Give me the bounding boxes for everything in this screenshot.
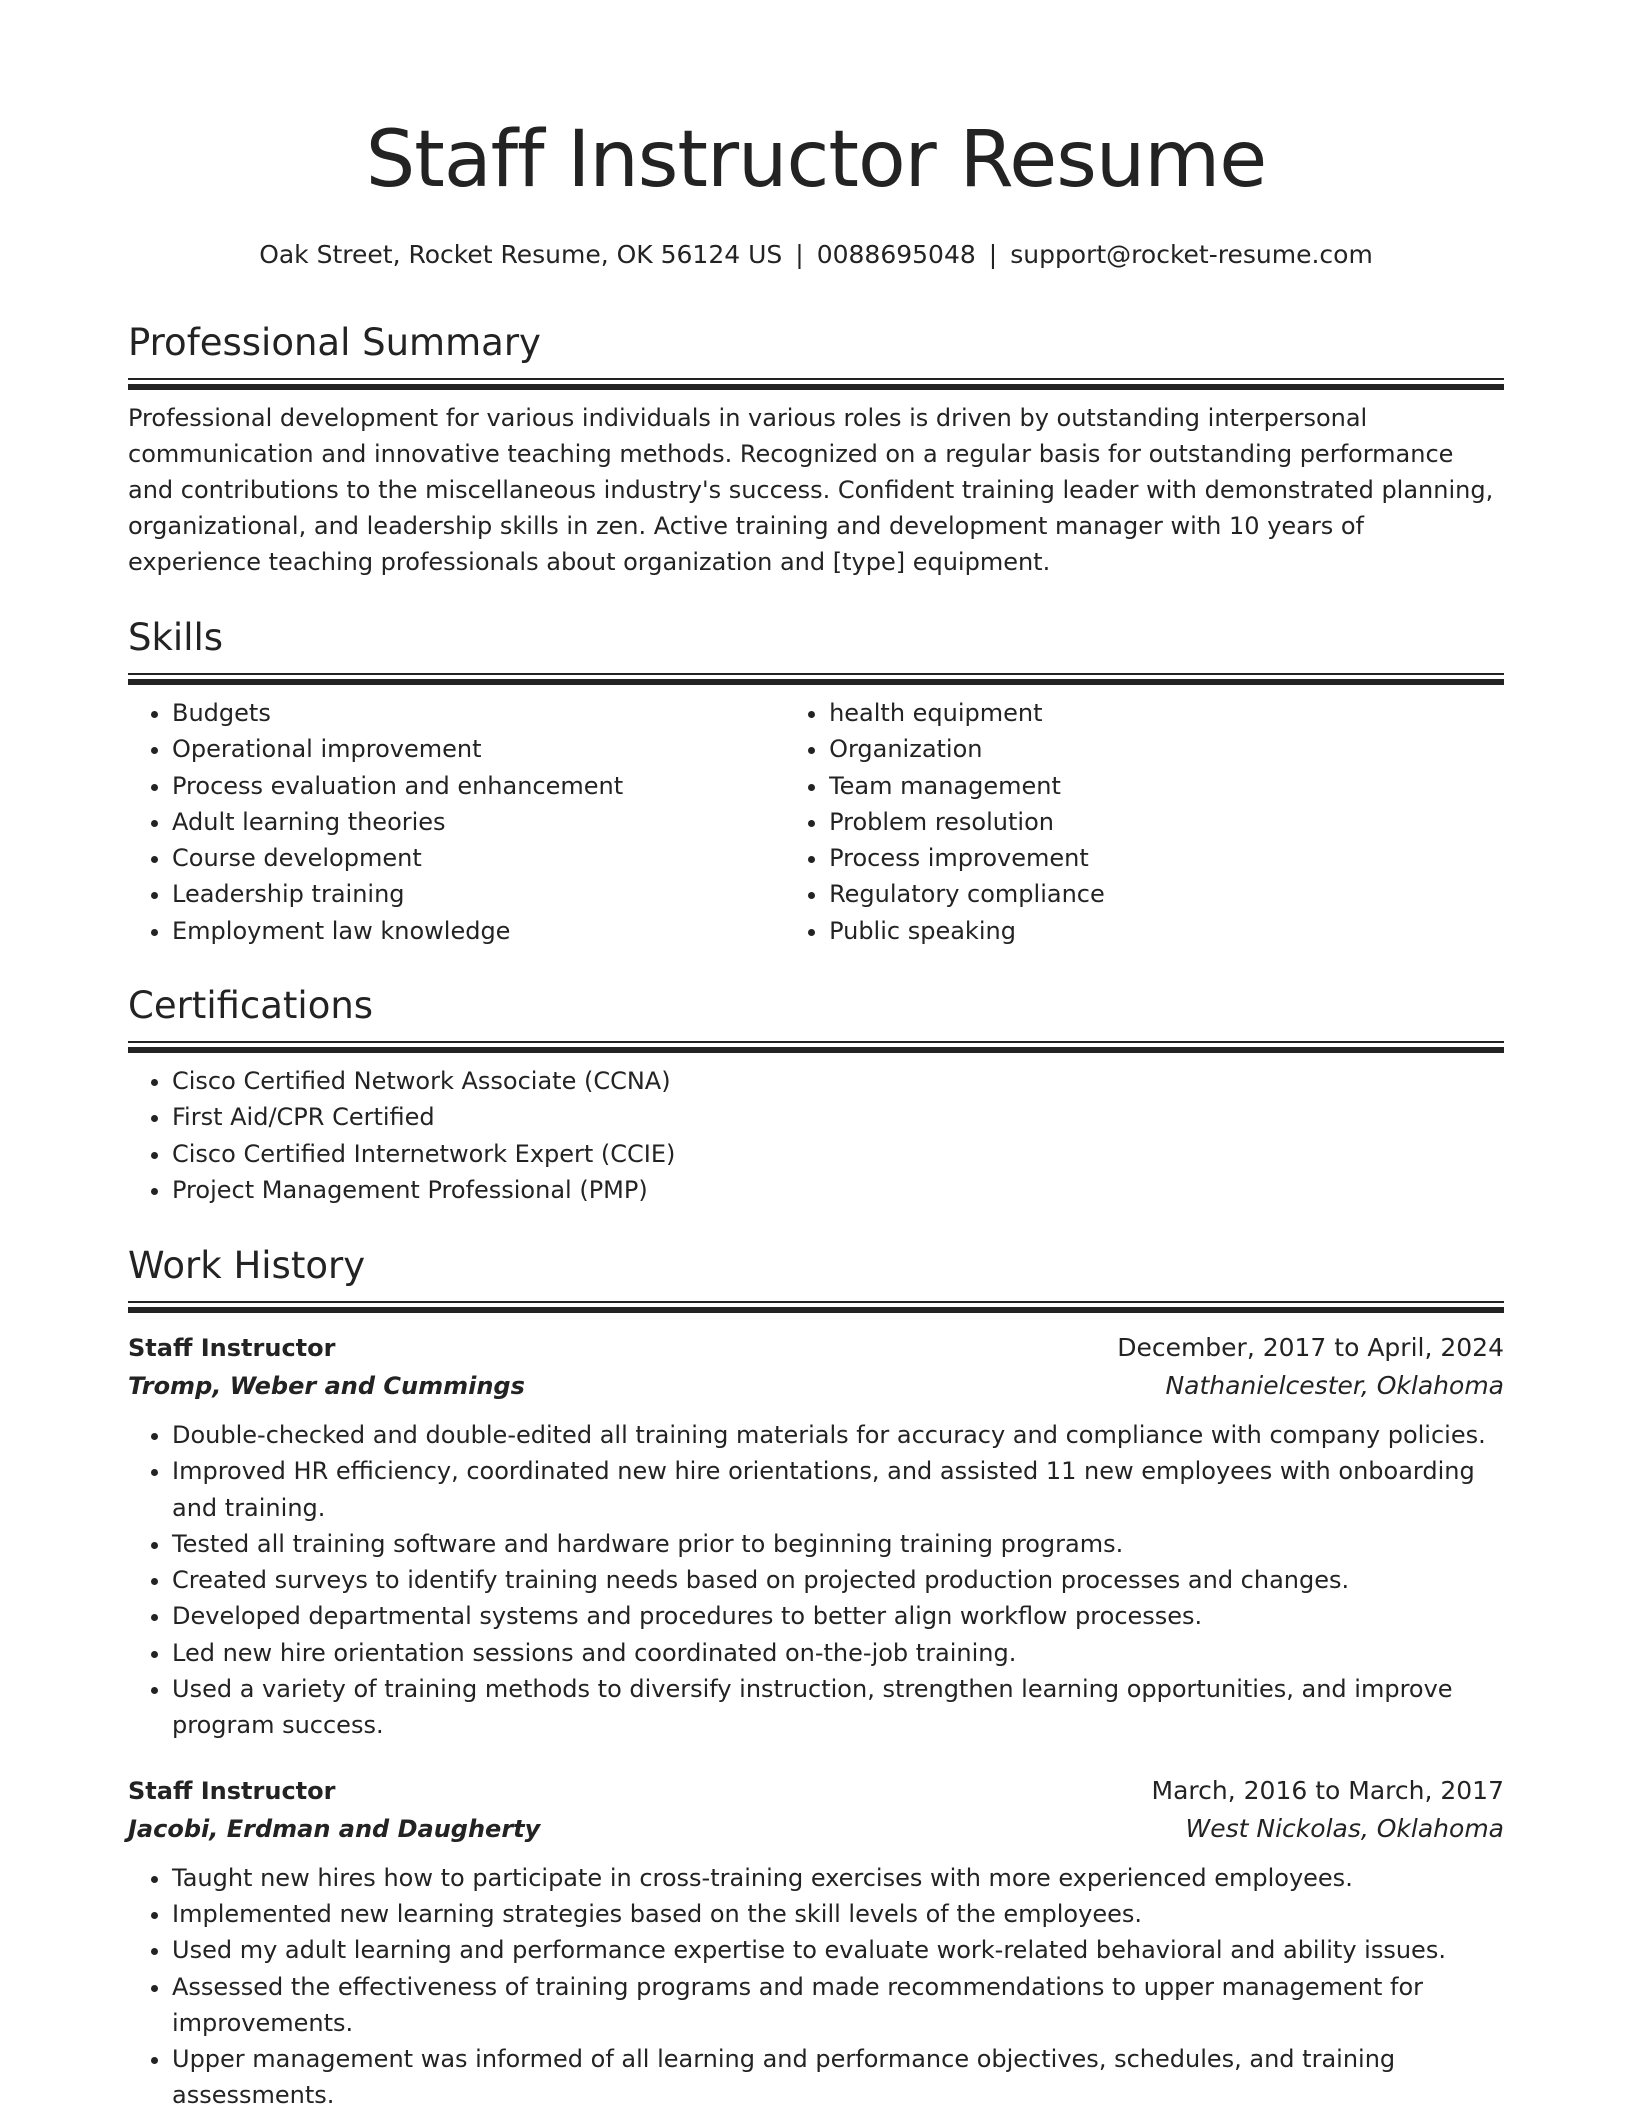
skill-item: • Organization <box>829 731 1504 767</box>
contact-line <box>128 240 1504 270</box>
job-title: Staff Instructor <box>128 1334 336 1362</box>
skills-list-right <box>785 695 1504 949</box>
certifications-heading: Certifications <box>128 984 374 1027</box>
summary-section <box>128 320 1504 580</box>
skill-item: • Course development <box>172 840 785 876</box>
skills-columns <box>128 695 1504 949</box>
skill-item: • Leadership training <box>172 876 785 912</box>
certifications-list <box>128 1063 1504 1208</box>
skill-item: • Process improvement <box>829 840 1504 876</box>
contact-phone: 0088695048 <box>816 240 976 269</box>
job-header <box>128 1329 1504 1367</box>
certification-item: • Cisco Certified Internetwork Expert (CCIE) <box>172 1136 1504 1172</box>
section-divider <box>128 673 1504 685</box>
job-bullet: • Upper management was informed of all learning and performance objectives, schedules, and training assessments. <box>172 2041 1504 2114</box>
summary-text: Professional development for various individuals in various roles is driven by outstanding interpersonal communication and innovative teaching methods. Recognized on a regular basis for outstanding performance and contributions to the miscellaneous industry's success. Confident training leader with demonstrated planning, organizational, and leadership skills in zen. Active training and development manager with 10 years of experience teaching professionals about organization and [type] equipment. <box>128 404 1494 576</box>
contact-separator: | <box>988 240 998 269</box>
job-company: Tromp, Weber and Cummings <box>128 1372 525 1400</box>
job-bullet: • Used my adult learning and performance expertise to evaluate work-related behavioral and ability issues. <box>172 1932 1504 1968</box>
job-entry <box>128 1329 1504 1744</box>
job-bullets <box>128 1860 1504 2114</box>
job-bullet: • Created surveys to identify training needs based on projected production processes and changes. <box>172 1562 1504 1598</box>
contact-email: support@rocket-resume.com <box>1010 240 1373 269</box>
resume-title: Staff Instructor Resume <box>365 115 1267 205</box>
skill-item: • health equipment <box>829 695 1504 731</box>
summary-heading: Professional Summary <box>128 321 541 364</box>
job-bullet: • Tested all training software and hardware prior to beginning training programs. <box>172 1526 1504 1562</box>
certifications-section <box>128 983 1504 1208</box>
job-bullet: • Assessed the effectiveness of training programs and made recommendations to upper management for improvements. <box>172 1969 1504 2042</box>
job-location: Nathanielcester, Oklahoma <box>1165 1371 1504 1400</box>
job-header <box>128 1772 1504 1810</box>
job-bullets <box>128 1417 1504 1744</box>
job-subheader <box>128 1367 1504 1405</box>
section-divider <box>128 1301 1504 1313</box>
job-bullet: • Used a variety of training methods to diversify instruction, strengthen learning opportunities, and improve program success. <box>172 1671 1504 1744</box>
contact-address: Oak Street, Rocket Resume, OK 56124 US <box>259 240 783 269</box>
skill-item: • Team management <box>829 768 1504 804</box>
skill-item: • Employment law knowledge <box>172 913 785 949</box>
skill-item: • Regulatory compliance <box>829 876 1504 912</box>
skill-item: • Operational improvement <box>172 731 785 767</box>
skill-item: • Process evaluation and enhancement <box>172 768 785 804</box>
job-bullet: • Improved HR efficiency, coordinated new hire orientations, and assisted 11 new employees with onboarding and training. <box>172 1453 1504 1526</box>
job-bullet: • Developed departmental systems and procedures to better align workflow processes. <box>172 1598 1504 1634</box>
certification-item: • Cisco Certified Network Associate (CCNA) <box>172 1063 1504 1099</box>
section-divider <box>128 1041 1504 1053</box>
contact-separator: | <box>795 240 804 269</box>
skills-heading: Skills <box>128 616 224 659</box>
skill-item: • Public speaking <box>829 913 1504 949</box>
job-bullet: • Led new hire orientation sessions and coordinated on-the-job training. <box>172 1635 1504 1671</box>
skills-section <box>128 615 1504 949</box>
work-history-heading: Work History <box>128 1244 366 1287</box>
skills-list-left <box>128 695 785 949</box>
job-bullet: • Implemented new learning strategies based on the skill levels of the employees. <box>172 1896 1504 1932</box>
job-location: West Nickolas, Oklahoma <box>1185 1813 1504 1843</box>
job-title: Staff Instructor <box>128 1776 336 1805</box>
job-entry <box>128 1772 1504 2114</box>
skill-item: • Adult learning theories <box>172 804 785 840</box>
job-dates: December, 2017 to April, 2024 <box>1117 1333 1504 1362</box>
job-dates: March, 2016 to March, 2017 <box>1151 1775 1504 1805</box>
job-company: Jacobi, Erdman and Daugherty <box>128 1814 541 1843</box>
skill-item: • Budgets <box>172 695 785 731</box>
certification-item: • First Aid/CPR Certified <box>172 1099 1504 1135</box>
certification-item: • Project Management Professional (PMP) <box>172 1172 1504 1208</box>
job-bullet: • Double-checked and double-edited all training materials for accuracy and compliance with company policies. <box>172 1417 1504 1453</box>
job-bullet: • Taught new hires how to participate in cross-training exercises with more experienced employees. <box>172 1860 1504 1896</box>
skill-item: • Problem resolution <box>829 804 1504 840</box>
job-subheader <box>128 1810 1504 1848</box>
work-history-section <box>128 1243 1504 2114</box>
section-divider <box>128 378 1504 390</box>
